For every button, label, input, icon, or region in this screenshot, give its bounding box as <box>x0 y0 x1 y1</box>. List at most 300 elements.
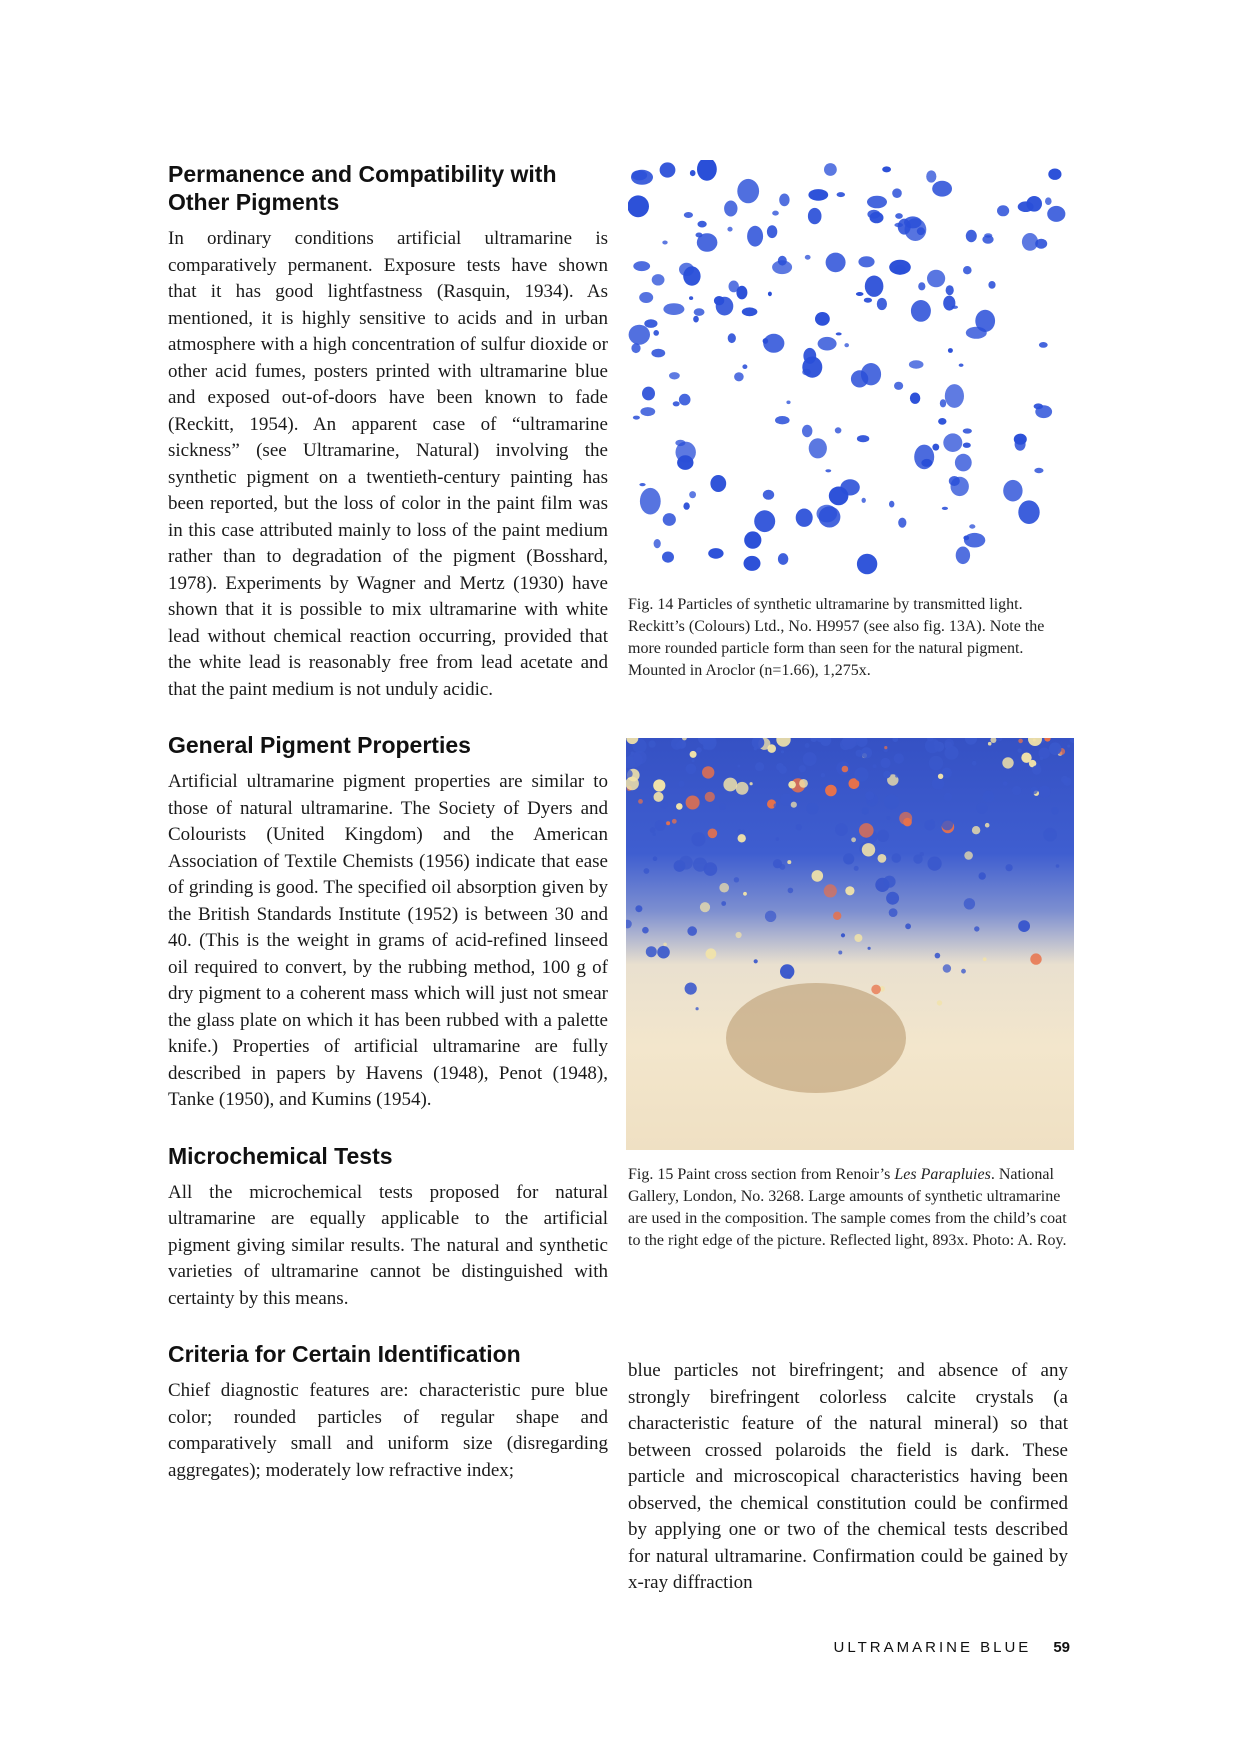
cross-section-particle <box>1018 739 1023 744</box>
pigment-particle <box>894 223 903 227</box>
cross-section-particle <box>1006 864 1013 871</box>
pigment-particle <box>697 233 718 252</box>
pigment-particle <box>927 270 945 288</box>
pigment-particle <box>805 255 811 260</box>
cross-section-particle <box>648 740 655 747</box>
cross-section-particle <box>821 773 826 778</box>
cross-section-particle <box>685 983 697 995</box>
pigment-particle <box>858 256 874 267</box>
cross-section-particle <box>925 738 940 753</box>
cross-section-particle <box>686 796 700 810</box>
pigment-particle <box>963 266 972 274</box>
cross-section-particle <box>635 905 642 912</box>
pigment-particle <box>802 425 812 437</box>
pigment-particle <box>662 552 674 563</box>
pigment-particle <box>862 498 866 503</box>
pigment-particle <box>870 212 884 223</box>
cross-section-particle <box>972 761 977 766</box>
pigment-particle <box>673 401 680 406</box>
pigment-particle <box>653 330 659 336</box>
cross-section-particle <box>1056 864 1060 868</box>
pigment-particle <box>744 556 761 571</box>
pigment-particle <box>963 443 971 448</box>
cross-section-particle <box>750 782 753 785</box>
cross-section-particle <box>1002 757 1013 768</box>
cross-section-particle <box>755 762 764 771</box>
pigment-particle <box>856 292 864 296</box>
cross-section-particle <box>868 947 871 950</box>
pigment-particle <box>942 507 948 510</box>
cross-section-particle <box>884 795 899 810</box>
pigment-particle <box>742 364 747 369</box>
cross-section-particle <box>633 751 647 765</box>
cross-section-particle <box>654 792 664 802</box>
pigment-particle <box>865 276 884 297</box>
cross-section-particle <box>1070 795 1075 802</box>
pigment-particle <box>698 221 707 228</box>
pigment-particle <box>909 360 924 368</box>
pigment-particle <box>825 469 831 472</box>
pigment-particle <box>997 205 1009 216</box>
cross-section-particle <box>700 902 710 912</box>
cross-section-particle <box>807 803 819 815</box>
cross-section-particle <box>704 862 718 876</box>
pigment-particle <box>663 303 684 315</box>
pigment-particle <box>836 332 842 335</box>
figure-15-cross-section <box>626 738 1074 1150</box>
pigment-particle <box>742 307 758 316</box>
cross-section-particle <box>1030 953 1041 964</box>
cross-section-particle <box>964 898 975 909</box>
pigment-particle <box>894 382 903 390</box>
pigment-particle <box>808 189 828 201</box>
cross-section-particle <box>646 946 657 957</box>
pigment-particle <box>818 337 837 351</box>
cross-section-particle <box>642 927 649 934</box>
cross-section-particle <box>983 791 995 803</box>
pigment-particle <box>708 548 723 559</box>
cross-section-particle <box>638 799 643 804</box>
pigment-particle <box>982 235 993 244</box>
heading-permanence: Permanence and Compatibility with Other Pigments <box>168 161 557 215</box>
pigment-particle <box>710 475 726 492</box>
pigment-particle <box>959 364 964 367</box>
cross-section-particle <box>985 823 990 828</box>
pigment-particle <box>829 487 849 506</box>
pigment-particle <box>898 518 906 528</box>
cross-section-particle <box>854 767 868 781</box>
cross-section-particle <box>723 778 737 792</box>
pigment-particle <box>654 539 661 548</box>
pigment-particle <box>652 274 665 285</box>
cross-section-particle <box>1018 920 1030 932</box>
pigment-particle <box>697 160 717 181</box>
page-footer <box>790 1639 1070 1656</box>
pigment-particle <box>639 292 653 303</box>
cross-section-particle <box>626 920 632 929</box>
cross-section-particle <box>781 750 784 753</box>
cross-section-particle <box>1012 786 1021 795</box>
pigment-particle <box>911 300 931 322</box>
pigment-particle <box>651 349 665 358</box>
cross-section-particle <box>833 912 841 920</box>
pigment-particle <box>679 263 694 276</box>
cross-section-particle <box>1032 765 1041 774</box>
cross-section-particle <box>990 738 996 743</box>
cross-section-particle <box>929 756 943 770</box>
cross-section-particle <box>892 853 902 863</box>
cross-section-particle <box>666 821 670 825</box>
cross-section-particle <box>754 959 758 963</box>
cross-section-particle <box>776 837 780 841</box>
pigment-particle <box>628 195 649 217</box>
cross-section-particle <box>843 853 854 864</box>
pigment-particle <box>963 536 969 541</box>
pigment-particle <box>736 286 747 300</box>
pigment-particle <box>815 312 830 326</box>
pigment-particle <box>767 225 777 238</box>
pigment-particle <box>734 372 744 381</box>
pigment-particle <box>837 192 845 197</box>
cross-section-particle <box>1051 807 1058 814</box>
pigment-particle <box>889 501 894 508</box>
figure-14-caption: Fig. 14 Particles of synthetic ultramarine by transmitted light. Reckitt’s (Colours) Ltd., No. H9957 (see also fig. 13A). Note the more rounded particle form than seen for the natural pigment. Mounted in Aroclor (n=1.66), 1,275x. <box>628 596 1045 679</box>
paragraph-criteria-continued: blue particles not birefringent; and absence of any strongly birefringent colorless calcite crystals (a characteristic feature of the natural mineral) so that between crossed polaroids the field is dark. These particle and microscopical characteristics having been observed, the chemical constitution could be confirmed by applying one or two of the chemical tests described for natural ultramarine. Confirmation could be gained by x-ray diffraction <box>628 1360 1068 1593</box>
pigment-particle <box>988 281 995 289</box>
pigment-particle <box>817 505 838 523</box>
pigment-particle <box>689 491 696 498</box>
pigment-particle <box>786 401 790 405</box>
pigment-particle <box>948 348 953 353</box>
cross-section-particle <box>972 826 980 834</box>
cross-section-particle <box>862 843 875 856</box>
cross-section-particle <box>942 819 954 831</box>
cross-section-particle <box>841 933 845 937</box>
pigment-particle <box>772 211 779 216</box>
pigment-particle <box>744 531 761 548</box>
pigment-particle <box>640 488 661 515</box>
cross-section-particle <box>905 923 911 929</box>
paragraph-permanence: In ordinary conditions artificial ultramarine is comparatively permanent. Exposure tests have shown that it has good lightfastness (Rasquin, 1934). As mentioned, it is highly sensitive to acids and in urban atmosphere with a high concentration of sulfur dioxide or other acid fumes, posters printed with ultramarine blue and exposed out-of-doors have been known to fade (Reckitt, 1954). An apparent case of “ultramarine sickness” (see Ultramarine, Natural) involving the synthetic pigment on a twentieth-century painting has been reported, but the loss of color in the paint film was in this case attributed mainly to loss of the paint medium rather than to degradation of the pigment (Bosshard, 1978). Experiments by Wagner and Mertz (1930) have shown that it is possible to mix ultramarine with white lead without chemical reaction occurring, provided that the white lead is reasonably free from lead acetate and that the paint medium is not unduly acidic. <box>168 228 608 700</box>
cross-section-particle <box>810 738 817 742</box>
pigment-particle <box>633 416 640 420</box>
cross-section-particle <box>997 738 1002 741</box>
section-criteria <box>168 1340 608 1484</box>
pigment-particle <box>835 427 842 433</box>
cross-section-particle <box>788 781 796 789</box>
cross-section-particle <box>799 765 806 772</box>
cross-section-particle <box>674 860 686 872</box>
cross-section-particle <box>736 932 742 938</box>
pigment-particle <box>894 265 906 275</box>
pigment-particle <box>877 298 887 310</box>
heading-general: General Pigment Properties <box>168 732 471 758</box>
pigment-particle <box>747 226 763 247</box>
cross-section-particle <box>871 985 881 995</box>
heading-microchemical: Microchemical Tests <box>168 1142 393 1169</box>
cross-section-particle <box>650 827 656 833</box>
cross-section-particle <box>805 743 810 748</box>
cross-section-particle <box>691 832 705 846</box>
pigment-particle <box>1047 206 1065 222</box>
cross-section-particle <box>964 851 973 860</box>
cross-section-particle <box>737 765 740 768</box>
pigment-particle <box>724 201 737 217</box>
pigment-particle <box>689 296 693 300</box>
cross-section-particle <box>1044 738 1050 742</box>
pigment-particle <box>882 166 891 172</box>
pigment-particle <box>1039 342 1048 348</box>
cross-section-particle <box>686 764 697 775</box>
cross-section-particle <box>883 771 891 779</box>
cross-section-particle <box>644 868 650 874</box>
pigment-particle <box>662 241 667 245</box>
cross-section-particle <box>878 854 887 863</box>
pigment-particle <box>969 524 975 528</box>
pigment-particle <box>631 170 653 185</box>
figure-15-caption-suffix: . National Gallery, London, No. 3268. Large amounts of synthetic ultramarine are used in the composition. The sample comes from the child’s coat to the right edge of the picture. Reflected light, 893x. Photo: A. Roy. <box>628 1166 1067 1249</box>
cross-section-particle <box>924 820 935 831</box>
cross-section-particle <box>1028 738 1042 746</box>
cross-section-particle <box>935 953 941 959</box>
pigment-particle <box>910 393 920 404</box>
pigment-particle <box>694 308 705 316</box>
cross-section-particle <box>742 830 745 833</box>
pigment-particle <box>683 502 689 509</box>
pigment-particle <box>963 428 972 433</box>
cross-section-particle <box>682 738 687 740</box>
pigment-particle <box>1048 169 1061 180</box>
pigment-particle <box>796 509 813 527</box>
cross-section-particle <box>886 892 899 905</box>
cross-section-particle <box>842 766 849 773</box>
cross-section-particle <box>672 819 677 824</box>
cross-section-particle <box>824 884 837 897</box>
pigment-particle <box>737 179 759 203</box>
cross-section-particle <box>937 1000 942 1005</box>
cross-section-particle <box>676 803 683 810</box>
cross-section-particle <box>708 829 718 839</box>
particles-image <box>628 160 1068 580</box>
figure-14-micrograph <box>628 160 1068 580</box>
cross-section-particle <box>696 747 702 753</box>
cross-section-particle <box>788 888 794 894</box>
cross-section-particle <box>825 785 837 797</box>
section-general <box>168 731 608 1114</box>
cross-section-particle <box>1063 777 1072 786</box>
pigment-particle <box>639 483 645 486</box>
pigment-particle <box>669 372 680 379</box>
cross-section-particle <box>720 804 726 810</box>
pigment-particle <box>775 416 790 424</box>
cross-section-particle <box>702 766 714 778</box>
cross-section-particle <box>886 816 890 820</box>
pigment-particle <box>690 170 696 176</box>
cross-section-particle <box>1030 787 1038 795</box>
pigment-particle <box>918 282 925 290</box>
cross-section-particle <box>776 738 790 747</box>
pigment-particle <box>932 181 952 197</box>
pigment-particle <box>808 208 822 224</box>
cross-section-particle <box>743 892 747 896</box>
cross-section-particle <box>1017 748 1021 752</box>
cross-section-particle <box>976 803 987 814</box>
section-permanence <box>168 160 608 703</box>
pigment-particle <box>943 433 962 452</box>
cross-section-particle <box>983 957 987 961</box>
cross-section-particle <box>865 791 874 800</box>
pigment-particle <box>809 438 827 458</box>
cross-section-particle <box>738 834 746 842</box>
heading-criteria: Criteria for Certain Identification <box>168 1341 521 1367</box>
cross-section-particle <box>799 779 808 788</box>
pigment-particle <box>857 554 877 575</box>
pigment-particle <box>763 338 769 344</box>
pigment-particle <box>844 343 849 347</box>
pigment-particle <box>966 230 977 242</box>
pigment-particle <box>1015 438 1026 451</box>
cross-section-particle <box>737 829 741 833</box>
pigment-particle <box>754 510 775 532</box>
pigment-particle <box>1026 196 1042 212</box>
cross-section-particle <box>663 943 667 947</box>
cross-section-particle <box>657 946 670 959</box>
pigment-particle <box>660 162 676 177</box>
cross-section-particle <box>845 886 854 895</box>
pigment-particle <box>677 455 693 470</box>
pigment-particle <box>857 435 869 442</box>
cross-section-particle <box>854 934 862 942</box>
figure-15-caption-title: Les Parapluies <box>894 1166 991 1183</box>
cross-section-particle <box>974 926 979 931</box>
cross-section-particle <box>653 779 665 791</box>
pigment-particle <box>631 343 640 353</box>
pigment-particle <box>629 325 650 345</box>
pigment-particle <box>895 213 903 219</box>
cross-section-particle <box>671 738 683 750</box>
paragraph-criteria: Chief diagnostic features are: characteristic pure blue color; rounded particles of regular shape and comparatively small and uniform size (disregarding aggregates); moderately low refractive index; <box>168 1380 608 1481</box>
cross-section-particle <box>719 883 729 893</box>
cross-section-particle <box>838 951 842 955</box>
cross-section-particle <box>1043 828 1057 842</box>
cross-section-particle <box>803 752 817 766</box>
cross-section-image <box>626 738 1074 1150</box>
pigment-particle <box>663 513 676 526</box>
pigment-particle <box>1034 468 1043 473</box>
pigment-particle <box>955 454 972 472</box>
cross-section-particle <box>893 738 899 742</box>
pigment-particle <box>867 196 887 209</box>
cross-section-particle <box>835 823 848 836</box>
pigment-particle <box>864 298 872 303</box>
cross-section-particle <box>965 738 977 745</box>
pigment-particle <box>914 445 934 470</box>
pigment-particle <box>938 418 946 425</box>
cross-section-particle <box>961 969 966 974</box>
paragraph-microchemical: All the microchemical tests proposed for natural ultramarine are equally applicable to the artificial pigment giving similar results. The natural and synthetic varieties of ultramarine cannot be distinguished with certainty by this means. <box>168 1181 608 1309</box>
cross-section-particle <box>736 782 749 795</box>
pigment-particle <box>778 553 788 565</box>
cross-section-particle <box>776 763 784 771</box>
pigment-particle <box>926 170 936 182</box>
pigment-particle <box>975 310 995 332</box>
cross-section-particle <box>706 948 717 959</box>
pigment-particle <box>951 306 958 309</box>
pigment-particle <box>946 285 954 295</box>
cross-section-particle <box>812 870 824 882</box>
pigment-particle <box>640 407 655 416</box>
cross-section-particle <box>1049 742 1062 755</box>
cross-section-particle <box>861 747 872 758</box>
right-column-text-block <box>628 1358 1068 1597</box>
cross-section-particle <box>774 803 779 808</box>
pigment-particle <box>772 260 792 274</box>
ochre-patch <box>726 983 906 1093</box>
cross-section-particle <box>988 742 992 746</box>
cross-section-particle <box>883 876 895 888</box>
cross-section-particle <box>767 744 776 753</box>
paragraph-general: Artificial ultramarine pigment properties are similar to those of natural ultramarine. The Society of Dyers and Colourists (United Kingdom) and the American Association of Textile Chemists (1956) indicate that ease of grinding is good. The specified oil absorption given by the British Standards Institute (1952) is between 30 and 40. (This is the weight in grams of acid-refined linseed oil required to convert, by the rubbing method, 100 g of dry pigment to a coherent mass which will just not smear the glass plate on which it has been rubbed with a palette knife.) Properties of artificial ultramarine are fully described in papers by Havens (1948), Penot (1948), Tanke (1950), and Kumins (1954). <box>168 771 608 1110</box>
pigment-particle <box>1003 480 1022 502</box>
cross-section-particle <box>932 777 944 789</box>
cross-section-particle <box>928 857 942 871</box>
pigment-particle <box>763 490 774 500</box>
pigment-particle <box>644 319 657 328</box>
cross-section-particle <box>687 926 697 936</box>
pigment-particle <box>932 444 939 451</box>
cross-section-particle <box>1038 786 1050 798</box>
pigment-particle <box>1034 403 1043 409</box>
cross-section-particle <box>903 818 912 827</box>
cross-section-particle <box>1021 753 1031 763</box>
cross-section-particle <box>944 739 954 749</box>
left-column <box>168 160 608 1512</box>
pigment-particle <box>892 188 902 198</box>
pigment-particle <box>714 296 724 305</box>
cross-section-particle <box>780 864 786 870</box>
cross-section-particle <box>791 802 797 808</box>
cross-section-particle <box>692 759 695 762</box>
cross-section-particle <box>1003 781 1008 786</box>
cross-section-particle <box>765 911 776 922</box>
pigment-particle <box>727 227 732 232</box>
pigment-particle <box>802 369 811 376</box>
pigment-particle <box>728 333 736 343</box>
cross-section-particle <box>721 901 726 906</box>
section-microchemical <box>168 1142 608 1313</box>
cross-section-particle <box>655 820 666 831</box>
cross-section-particle <box>873 764 877 768</box>
cross-section-particle <box>944 793 952 801</box>
cross-section-particle <box>938 774 943 779</box>
cross-section-particle <box>862 807 869 814</box>
pigment-particle <box>779 194 789 207</box>
pigment-particle <box>633 261 650 271</box>
cross-section-particle <box>678 781 684 787</box>
pigment-particle <box>642 387 655 401</box>
pigment-particle <box>824 163 837 176</box>
pigment-particle <box>693 316 699 323</box>
cross-section-particle <box>889 908 898 917</box>
cross-section-particle <box>851 837 856 842</box>
cross-section-particle <box>884 746 887 749</box>
cross-section-particle <box>705 792 715 802</box>
cross-section-particle <box>734 877 739 882</box>
pigment-particle <box>1045 197 1052 205</box>
cross-section-particle <box>877 830 889 842</box>
running-head: ULTRAMARINE BLUE <box>833 1639 1032 1656</box>
pigment-particle <box>956 547 970 565</box>
